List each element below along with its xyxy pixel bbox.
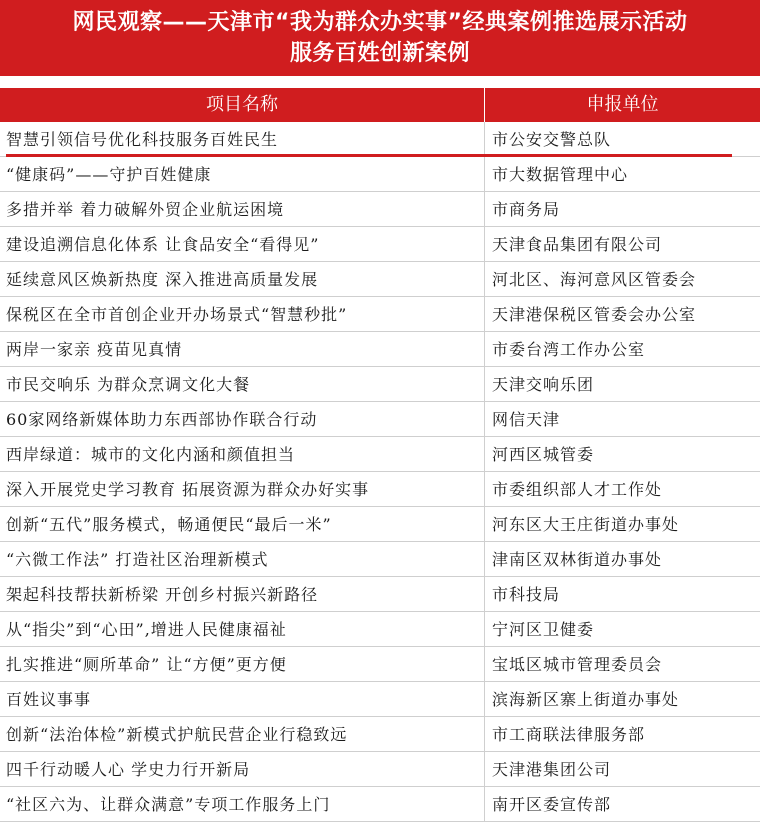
project-name-cell: “六微工作法” 打造社区治理新模式	[6, 550, 269, 569]
table-row	[0, 542, 760, 577]
column-divider	[484, 367, 485, 402]
column-divider	[484, 507, 485, 542]
header-applicant-unit: 申报单位	[586, 94, 659, 115]
column-divider	[484, 612, 485, 647]
table-row	[0, 717, 760, 752]
applicant-unit-cell: 天津港保税区管委会办公室	[492, 305, 697, 324]
project-name-cell: 创新“法治体检”新模式护航民营企业行稳致远	[6, 725, 348, 744]
applicant-unit-cell: 市公安交警总队	[492, 130, 612, 149]
column-divider	[484, 752, 485, 787]
applicant-unit-cell: 市科技局	[492, 585, 561, 604]
applicant-unit-cell: 河东区大王庄街道办事处	[492, 515, 680, 534]
applicant-unit-cell: 津南区双林街道办事处	[492, 550, 663, 569]
table-row	[0, 157, 760, 192]
table-row	[0, 402, 760, 437]
applicant-unit-cell: 市委组织部人才工作处	[492, 480, 663, 499]
applicant-unit-cell: 市委台湾工作办公室	[492, 340, 646, 359]
applicant-unit-cell: 宁河区卫健委	[492, 620, 595, 639]
applicant-unit-cell: 天津交响乐团	[492, 375, 595, 394]
project-name-cell: 百姓议事事	[6, 690, 92, 709]
project-name-cell: 智慧引领信号优化科技服务百姓民生	[6, 130, 279, 149]
table-row	[0, 787, 760, 822]
column-divider	[484, 262, 485, 297]
project-name-cell: 延续意风区焕新热度 深入推进高质量发展	[6, 270, 319, 289]
column-divider	[484, 647, 485, 682]
table-row	[0, 227, 760, 262]
table-row	[0, 577, 760, 612]
table-row	[0, 332, 760, 367]
applicant-unit-cell: 南开区委宣传部	[492, 795, 612, 814]
header-project-name: 项目名称	[206, 94, 278, 115]
applicant-unit-cell: 天津食品集团有限公司	[492, 235, 663, 254]
column-divider	[484, 332, 485, 367]
column-divider	[484, 717, 485, 752]
table-row	[0, 122, 760, 157]
table-row	[0, 367, 760, 402]
column-divider	[484, 122, 485, 157]
column-divider	[484, 577, 485, 612]
project-name-cell: 架起科技帮扶新桥梁 开创乡村振兴新路径	[6, 585, 319, 604]
column-divider	[484, 157, 485, 192]
table-row	[0, 297, 760, 332]
table-row	[0, 262, 760, 297]
table-row	[0, 192, 760, 227]
highlight-underline	[6, 154, 732, 157]
table-row	[0, 437, 760, 472]
applicant-unit-cell: 滨海新区寨上街道办事处	[492, 690, 680, 709]
project-name-cell: 60家网络新媒体助力东西部协作联合行动	[6, 410, 318, 429]
table-row	[0, 612, 760, 647]
applicant-unit-cell: 市大数据管理中心	[492, 165, 629, 184]
column-divider	[484, 472, 485, 507]
project-name-cell: 西岸绿道：城市的文化内涵和颜值担当	[6, 445, 296, 464]
column-divider	[484, 542, 485, 577]
column-divider	[484, 227, 485, 262]
project-name-cell: 扎实推进“厕所革命” 让“方便”更方便	[6, 655, 287, 674]
column-divider	[484, 437, 485, 472]
banner-title: 网民观察——天津市“我为群众办实事”经典案例推选展示活动	[72, 10, 688, 35]
column-divider	[484, 297, 485, 332]
project-name-cell: 多措并举 着力破解外贸企业航运困境	[6, 200, 285, 219]
column-divider	[484, 192, 485, 227]
project-name-cell: 保税区在全市首创企业开办场景式“智慧秒批”	[6, 305, 348, 324]
case-table-body	[0, 122, 760, 822]
applicant-unit-cell: 市工商联法律服务部	[492, 725, 646, 744]
table-row	[0, 472, 760, 507]
project-name-cell: 从“指尖”到“心田”,增进人民健康福祉	[6, 620, 287, 639]
project-name-cell: 深入开展党史学习教育 拓展资源为群众办好实事	[6, 480, 370, 499]
project-name-cell: 四千行动暖人心 学史力行开新局	[6, 760, 251, 779]
table-row	[0, 752, 760, 787]
column-divider	[484, 787, 485, 822]
column-divider	[484, 402, 485, 437]
column-divider	[484, 682, 485, 717]
applicant-unit-cell: 河西区城管委	[492, 445, 595, 464]
project-name-cell: “社区六为、让群众满意”专项工作服务上门	[6, 795, 331, 814]
applicant-unit-cell: 网信天津	[492, 410, 561, 429]
table-row	[0, 682, 760, 717]
applicant-unit-cell: 宝坻区城市管理委员会	[492, 655, 663, 674]
table-header	[0, 88, 760, 122]
project-name-cell: 创新“五代”服务模式，畅通便民“最后一米”	[6, 515, 332, 534]
applicant-unit-cell: 天津港集团公司	[492, 760, 612, 779]
table-row	[0, 647, 760, 682]
page-banner	[0, 0, 760, 76]
project-name-cell: 市民交响乐 为群众烹调文化大餐	[6, 375, 251, 394]
applicant-unit-cell: 市商务局	[492, 200, 561, 219]
applicant-unit-cell: 河北区、海河意风区管委会	[492, 270, 697, 289]
project-name-cell: 两岸一家亲 疫苗见真情	[6, 340, 183, 359]
banner-subtitle: 服务百姓创新案例	[289, 41, 470, 66]
project-name-cell: “健康码”——守护百姓健康	[6, 165, 212, 184]
table-row	[0, 507, 760, 542]
project-name-cell: 建设追溯信息化体系 让食品安全“看得见”	[6, 235, 320, 254]
